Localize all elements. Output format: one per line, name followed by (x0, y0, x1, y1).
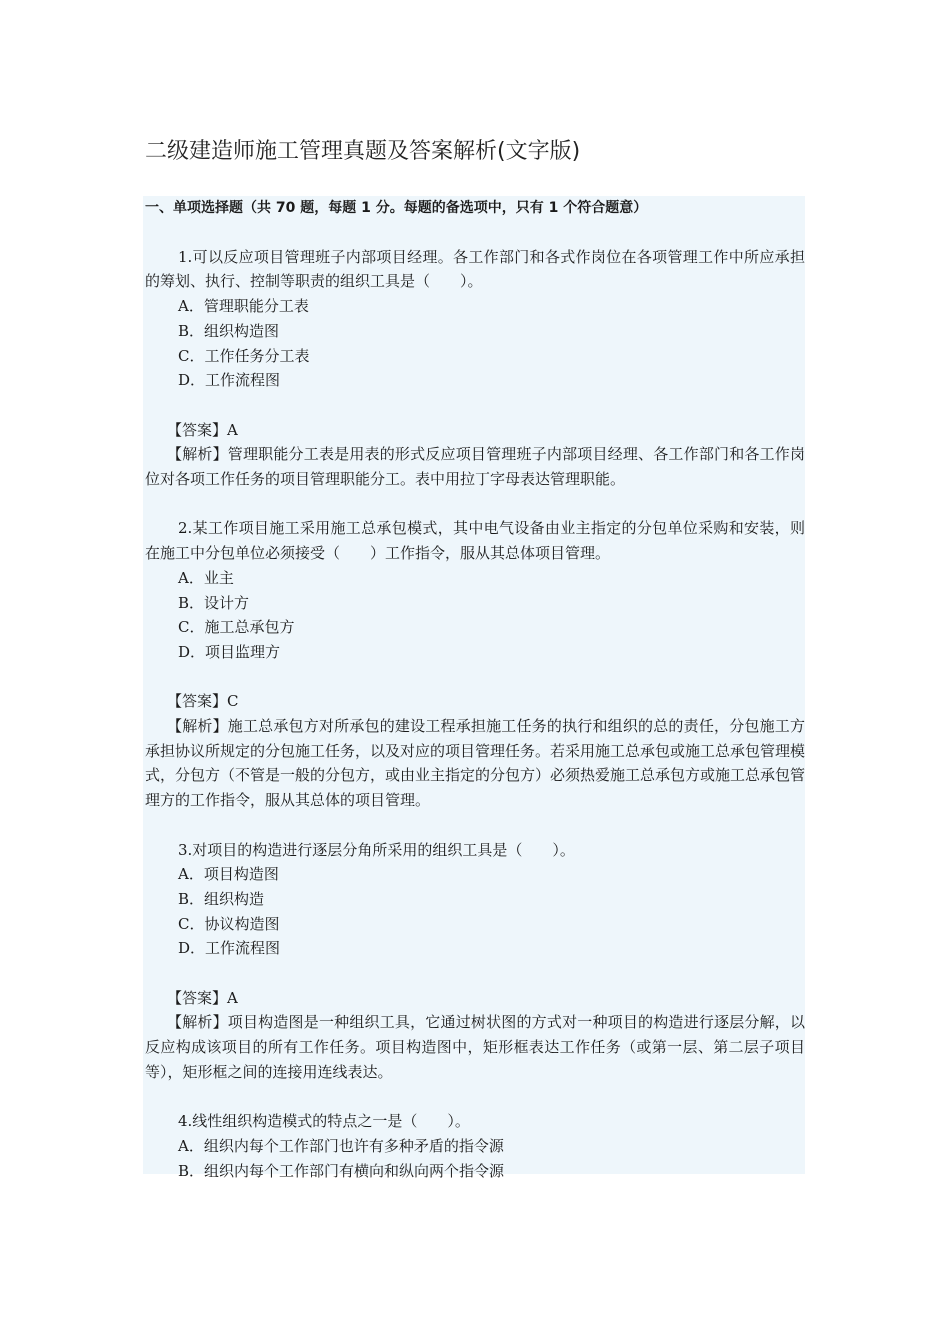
question-stem: 4.线性组织构造模式的特点之一是（ ）。 (178, 1112, 470, 1131)
explanation: 【解析】管理职能分工表是用表的形式反应项目管理班子内部项目经理、各工作部门和各工作岗位对各项工作任务的项目管理职能分工。表中用拉丁字母表达管理职能。 (145, 445, 805, 488)
answer-block (145, 986, 805, 1085)
option-d: D．工作流程图 (178, 371, 281, 390)
option-b: B．设计方 (178, 593, 250, 612)
option-d: D．工作流程图 (178, 939, 281, 958)
answer-block (145, 418, 805, 492)
question-stem: 2.某工作项目施工采用施工总承包模式，其中电气设备由业主指定的分包单位采购和安装，则在施工中分包单位必须接受（ ）工作指令，服从其总体项目管理。 (145, 519, 805, 563)
section-heading: 一、单项选择题（共 70 题，每题 1 分。每题的备选项中，只有 1 个符合题意） (145, 200, 648, 216)
question-stem: 1.可以反应项目管理班子内部项目经理。各工作部门和各式作岗位在各项管理工作中所应承担的筹划、执行、控制等职责的组织工具是（ ）。 (145, 247, 805, 291)
option-b: B．组织内每个工作部门有横向和纵向两个指令源 (178, 1161, 505, 1180)
option-c: C．工作任务分工表 (178, 346, 310, 365)
option-a: A．业主 (178, 568, 234, 587)
document-body (143, 196, 806, 1180)
question-stem: 3.对项目的构造进行逐层分角所采用的组织工具是（ ）。 (178, 840, 575, 859)
option-a: A．组织内每个工作部门也许有多种矛盾的指令源 (178, 1136, 504, 1155)
answer: 【答案】A (167, 420, 238, 439)
page-title: 二级建造师施工管理真题及答案解析(文字版) (145, 139, 581, 164)
question-2 (145, 516, 805, 812)
option-a: A．项目构造图 (178, 865, 279, 884)
answer: 【答案】C (167, 692, 239, 711)
option-a: A．管理职能分工表 (178, 297, 309, 316)
question-3 (145, 838, 805, 1085)
option-c: C．施工总承包方 (178, 618, 295, 637)
option-b: B．组织构造图 (178, 321, 280, 340)
option-b: B．组织构造 (178, 889, 265, 908)
answer: 【答案】A (167, 988, 238, 1007)
question-4 (145, 1109, 805, 1183)
explanation: 【解析】项目构造图是一种组织工具，它通过树状图的方式对一种项目的构造进行逐层分解，以反应构成该项目的所有工作任务。项目构造图中，矩形框表达工作任务（或第一层、第二层子项目等），矩形框之间的连接用连线表达。 (145, 1013, 805, 1081)
option-c: C．协议构造图 (178, 914, 280, 933)
option-d: D．项目监理方 (178, 642, 281, 661)
answer-block (145, 689, 805, 813)
question-1 (145, 245, 805, 492)
explanation: 【解析】施工总承包方对所承包的建设工程承担施工任务的执行和组织的总的责任，分包施工方承担协议所规定的分包施工任务，以及对应的项目管理任务。若采用施工总承包或施工总承包管理模式，分包方（不管是一般的分包方，或由业主指定的分包方）必须热爱施工总承包方或施工总承包管理方的工作指令，服从其总体的项目管理。 (145, 717, 806, 810)
